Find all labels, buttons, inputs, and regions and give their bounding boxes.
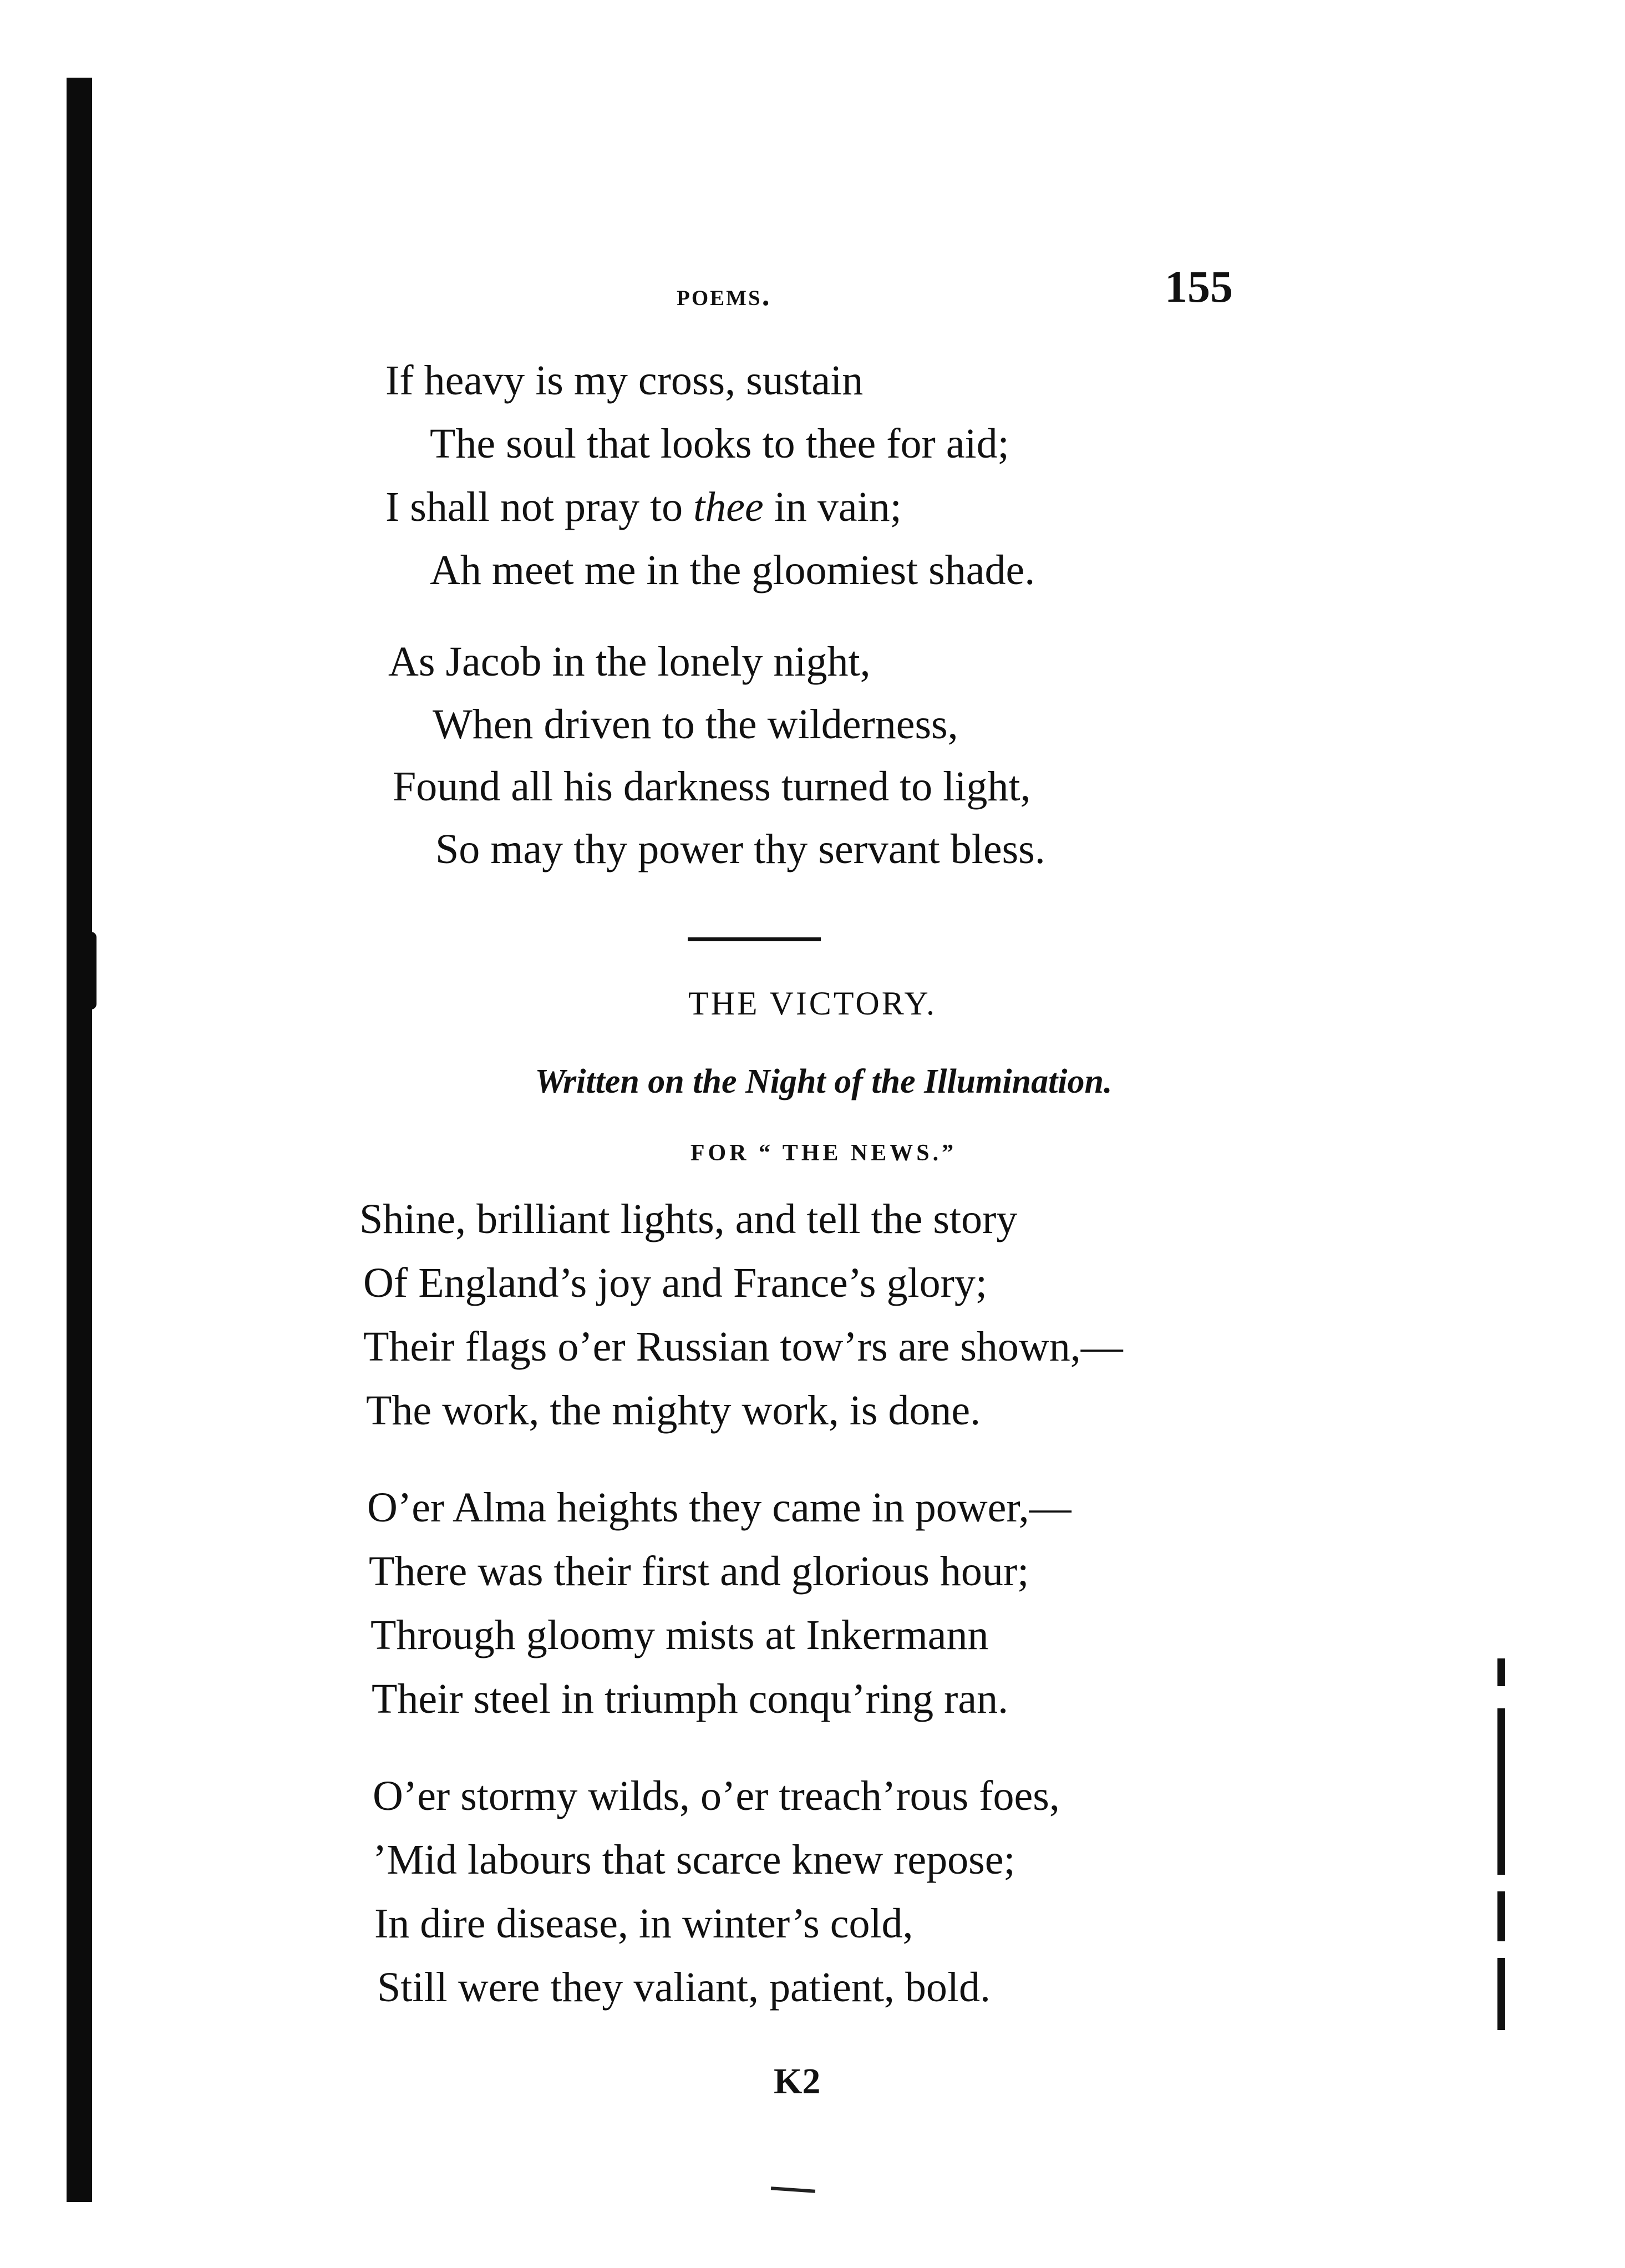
verse-fragment: I shall not pray to [385, 484, 694, 530]
verse-line: Of England’s joy and France’s glory; [363, 1260, 988, 1306]
emphasis-thee: thee [693, 484, 764, 530]
verse-line [385, 486, 902, 528]
verse-line: O’er stormy wilds, o’er treach’rous foes, [373, 1773, 1060, 1819]
poem-title: THE VICTORY. [688, 985, 937, 1022]
verse-line: Through gloomy mists at Inkermann [370, 1612, 989, 1658]
verse-line: In dire disease, in winter’s cold, [374, 1900, 913, 1947]
verse-line: Shine, brilliant lights, and tell the story [359, 1196, 1018, 1242]
signature-mark: K2 [774, 2061, 821, 2102]
verse-line: There was their first and glorious hour; [369, 1548, 1029, 1595]
verse-line: ’Mid labours that scarce knew repose; [373, 1836, 1015, 1883]
page-number: 155 [1165, 261, 1233, 312]
verse-line: The soul that looks to thee for aid; [430, 420, 1009, 467]
verse-line: So may thy power thy servant bless. [435, 826, 1045, 872]
section-divider [688, 937, 821, 941]
running-title: poems. [677, 278, 771, 312]
poem-dedication: FOR “ THE NEWS.” [690, 1140, 957, 1166]
verse-line: If heavy is my cross, sustain [385, 357, 864, 404]
poem-subtitle: Written on the Night of the Illumination. [535, 1063, 1113, 1100]
verse-line: As Jacob in the lonely night, [388, 638, 871, 685]
verse-line: Their steel in triumph conqu’ring ran. [372, 1676, 1009, 1722]
page-edge-marks [1497, 1658, 1511, 2058]
verse-line: Ah meet me in the gloomiest shade. [430, 547, 1035, 593]
verse-line: When driven to the wilderness, [433, 701, 958, 748]
running-head [0, 261, 1625, 322]
verse-fragment: in vain; [763, 484, 902, 530]
verse-line: Still were they valiant, patient, bold. [377, 1964, 991, 2011]
verse-line: O’er Alma heights they came in power,— [367, 1484, 1072, 1531]
verse-line: Their flags o’er Russian tow’rs are shown,— [363, 1323, 1123, 1370]
footer-dash [771, 2186, 815, 2193]
verse-line: The work, the mighty work, is done. [366, 1387, 981, 1434]
verse-line: Found all his darkness turned to light, [393, 763, 1031, 810]
